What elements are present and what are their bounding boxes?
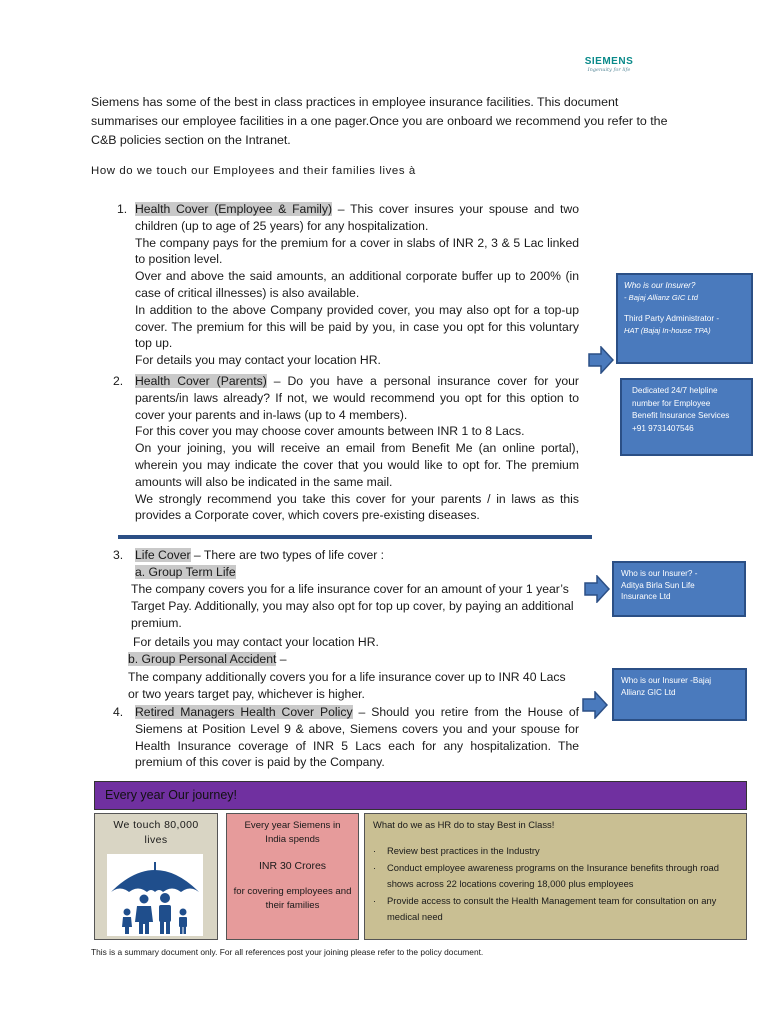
spend-box xyxy=(226,813,359,940)
hr-list xyxy=(365,843,746,926)
insurer1-l2: - Bajaj Allianz GIC Ltd xyxy=(624,292,698,302)
siemens-logo xyxy=(578,56,640,73)
insurer1-l3: Third Party Administrator - xyxy=(624,314,720,323)
item-3-a-contact: For details you may contact your location HR. xyxy=(133,635,379,649)
list-item: · Provide access to consult the Health Management team for consultation on any medical need xyxy=(373,893,738,926)
item-2-number: 2. xyxy=(113,374,124,388)
section-divider xyxy=(118,535,592,539)
item-3-b-text: The company additionally covers you for a life insurance cover up to INR 40 Lacs or two years target pay, whichever is higher. xyxy=(128,670,566,701)
item-1-p5: For details you may contact your location HR. xyxy=(135,353,381,368)
item-2-p4: We strongly recommend you take this cover for your parents / in laws as this provides a Corporate cover, which covers pre-existing diseases. xyxy=(135,491,579,523)
item-2-heading: Health Cover (Parents) xyxy=(135,374,267,388)
item-3-text xyxy=(135,547,579,564)
list-item: · Conduct employee awareness programs on the Insurance benefits through road shows across 22 locations covering 18,000 plus employees xyxy=(373,860,738,893)
arrow-right-icon xyxy=(588,346,614,374)
item-3-sub-b-dash: – xyxy=(276,652,287,666)
item-4-heading: Retired Managers Health Cover Policy xyxy=(135,705,353,719)
logo-tagline: Ingenuity for life xyxy=(587,67,631,73)
list-item: · Review best practices in the Industry xyxy=(373,843,738,860)
insurer-info-box-1 xyxy=(616,273,753,364)
insurer2-l3: Insurance Ltd xyxy=(621,592,671,601)
item-3-sub-a-label: a. Group Term Life xyxy=(135,565,236,579)
helpline-l1: Dedicated 24/7 helpline xyxy=(632,386,718,395)
insurer3-l1: Who is our Insurer -Bajaj xyxy=(621,676,712,685)
helpline-phone: +91 9731407546 xyxy=(632,423,694,433)
item-3-number: 3. xyxy=(113,548,124,562)
item-3-sub-b xyxy=(128,651,287,668)
hr-title: What do we as HR do to stay Best in Class! xyxy=(373,819,555,830)
insurer2-l1: Who is our Insurer? - xyxy=(621,569,698,578)
hr-practices-box xyxy=(364,813,747,940)
item-4-line1: – Should you retire from the House of Siemens at Position Level 9 & above, Siemens covers you and your spouse for Health Insurance coverage of INR 5 Lacs each for any hospitalization. The premium of this cover is paid by the Company. xyxy=(135,705,580,770)
spend-amount: INR 30 Crores xyxy=(258,860,327,872)
insurer1-l4: HAT (Bajaj In-house TPA) xyxy=(624,325,711,335)
hr-point-1: Review best practices in the Industry xyxy=(387,845,540,856)
item-3-sub-b-label: b. Group Personal Accident xyxy=(128,652,277,666)
insurer1-l1: Who is our Insurer? xyxy=(624,281,696,290)
insurer-info-box-2 xyxy=(612,561,746,617)
item-3-a-text: The company covers you for a life insurance cover for an amount of your 1 year’s Target Pay. Additionally, you may also opt for top up cover, by paying an additional premium. xyxy=(131,582,574,630)
item-3-heading: Life Cover xyxy=(135,548,191,562)
item-2-p2: For this cover you may choose cover amounts between INR 1 to 8 Lacs. xyxy=(135,424,525,439)
arrow-right-icon xyxy=(584,575,610,603)
item-1-p4: In addition to the above Company provided cover, you may also opt for a top-up cover. The premium for this will be paid by you, in case you opt for this voluntary top up. xyxy=(135,302,579,351)
footer-note: This is a summary document only. For all references post your joining please refer to the policy document. xyxy=(91,947,484,957)
item-1-p3: Over and above the said amounts, an additional corporate buffer up to 200% (in case of critical illnesses) is also available. xyxy=(135,269,579,300)
item-1-line1: – This cover insures your spouse and two children (up to age of 25 years) for any hospitalization. xyxy=(135,202,579,233)
item-2-line1: – Do you have a personal insurance cover for your parents/in laws already? If not, we would recommend you opt for this option to cover your parents and in-laws (up to 4 members). xyxy=(135,374,579,422)
spend-line1: Every year Siemens in India spends xyxy=(244,820,341,845)
logo-brand: SIEMENS xyxy=(584,56,634,67)
item-3-sub-a xyxy=(135,564,236,581)
section-question: How do we touch our Employees and their families lives à xyxy=(91,165,416,177)
item-1-p2: The company pays for the premium for a cover in slabs of INR 2, 3 & 5 Lac linked to position level. xyxy=(135,235,579,267)
item-1-number: 1. xyxy=(117,202,128,216)
item-4-text xyxy=(135,704,579,771)
journey-banner: Every year Our journey! xyxy=(94,781,747,810)
spend-line2: for covering employees and their families xyxy=(233,886,352,911)
hr-point-3: Provide access to consult the Health Management team for consultation on any medical need xyxy=(387,894,717,922)
item-4-number: 4. xyxy=(113,705,124,719)
item-3-line1: – There are two types of life cover : xyxy=(190,548,385,562)
item-1-heading: Health Cover (Employee & Family) xyxy=(135,202,333,216)
item-1-text xyxy=(135,201,579,369)
insurer2-l2: Aditya Birla Sun Life xyxy=(621,580,695,590)
intro-paragraph: Siemens has some of the best in class practices in employee insurance facilities. This document summarises our employee facilities in a one pager.Once you are onboard we recommend you refer to the C&B policies section on the Intranet. xyxy=(91,95,668,147)
insurer3-l2: Allianz GIC Ltd xyxy=(621,687,676,697)
arrow-right-icon xyxy=(582,691,608,719)
helpline-l2: number for Employee xyxy=(632,398,711,408)
insurer-info-box-3 xyxy=(612,668,747,721)
hr-point-2: Conduct employee awareness programs on the Insurance benefits through road shows across 22 locations covering 18,000 plus employees xyxy=(387,861,719,889)
family-umbrella-icon xyxy=(107,854,203,936)
item-2-p3: On your joining, you will receive an email from Benefit Me (an online portal), wherein you may indicate the cover that you would like to opt for. The premium amounts will also be indicated in the same mail. xyxy=(135,441,579,489)
lives-text: We touch 80,000 lives xyxy=(113,819,199,846)
item-2-text xyxy=(135,373,579,524)
helpline-l3: Benefit Insurance Services xyxy=(632,411,730,420)
lives-box xyxy=(94,813,218,940)
helpline-box xyxy=(620,378,753,456)
